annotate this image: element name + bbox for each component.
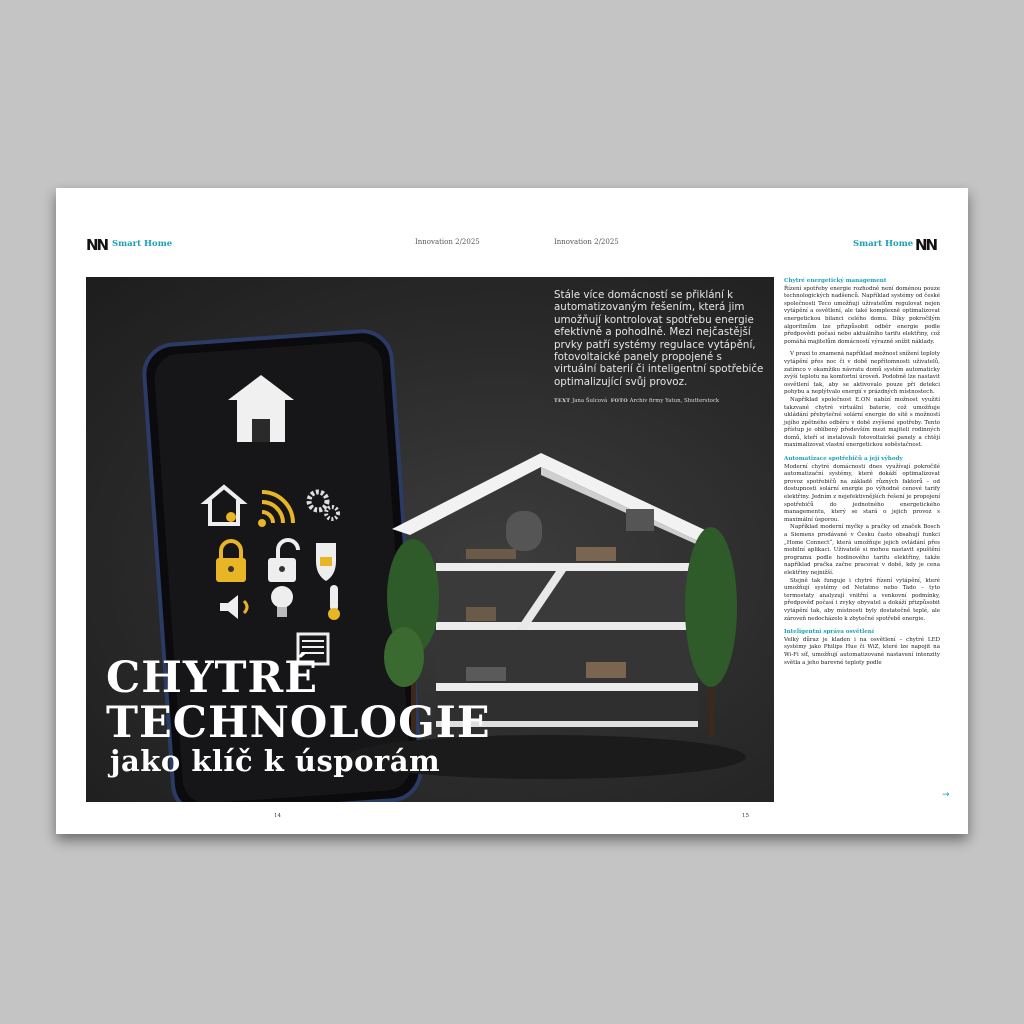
magazine-spread <box>56 188 968 834</box>
paragraph: Například moderní myčky a pračky od značek Bosch a Siemens prodávané v Česku často obsahují funkci „Home Connect“, která umožňuje jejich ovládání přes mobilní aplikaci. Uživatelé si mohou nastavit spuštění programu podle hodinového tarifu elektřiny, takže například pračka začne pracovat v době, kdy je cena elektřiny nejnižší. <box>784 524 940 576</box>
credit-text-label: TEXT <box>554 398 571 404</box>
credit-photo-source: Archiv firmy Yatun, Shutterstock <box>629 398 720 404</box>
paragraph: V praxi to znamená například možnost snížení teploty vytápění přes noc či v době nepřítomnosti uživatelů, zatímco v okamžiku návratu domů systém automaticky zvýší teplotu na komfortní úroveň. Podobně lze nastavit osvětlení tak, aby se aktivovalo pouze při detekci pohybu a neplýtvalo energií v prázdných místnostech. <box>784 351 940 396</box>
heading-appliance-automation: Automatizace spotřebičů a její výhody <box>784 456 903 463</box>
section-label-left: Smart Home <box>112 239 173 249</box>
logo-left: NN <box>86 236 108 254</box>
section-label-right: Smart Home <box>853 239 914 249</box>
page-number-left: 14 <box>274 813 281 819</box>
credit-author: Jana Šulcová <box>572 398 608 404</box>
hero-photo <box>86 277 774 802</box>
credit-photo-label: FOTO <box>610 398 628 404</box>
paragraph: Moderní chytré domácnosti dnes využívají pokročilé automatizační systémy, které dokáží optimalizovat provoz spotřebičů na základě různých faktorů – od dostupnosti solární energie po výhodné cenové tarify elektřiny. Jedním z nejefektivnějších řešení je propojení spotřebičů do jednotného energetického managementu, který se stará o jejich provoz s maximální úsporou. <box>784 463 940 523</box>
title-line-1: CHYTRÉ <box>106 653 319 703</box>
lead-paragraph: Stále více domácností se přiklání k automatizovaným řešením, která jim umožňují kontrolovat spotřebu energie efektivně a pohodlně. Mezi nejčastější prvky patří systémy regulace vytápění, fotovoltaické panely propojené s virtuální baterií či inteligentní spotřebiče optimalizující svůj provoz. <box>554 289 764 388</box>
paragraph: Velký důraz je kladen i na osvětlení – chytré LED systémy jako Philips Hue či WiZ, které lze napojit na Wi-Fi síť, umožňují automatizované nastavení intenzity světla a jeho barevné teploty podle <box>784 636 940 666</box>
paragraph: Stejně tak funguje i chytré řízení vytápění, které umožňují systémy od Netatmo nebo Tado – tyto termostaty analyzují vnitřní a venkovní podmínky, předpověď počasí i zvyky obyvatel a dokáží přizpůsobit vytápění tak, aby místnosti byly dostatečně teplé, ale zároveň nedocházelo k zbytečné spotřebě energie. <box>784 577 940 622</box>
logo-right: NN <box>915 236 937 254</box>
issue-label-left: Innovation 2/2025 <box>415 238 480 246</box>
title-line-2: TECHNOLOGIE <box>106 698 491 748</box>
subtitle: jako klíč k úsporám <box>110 744 441 778</box>
body-column <box>784 278 940 672</box>
heading-lighting: Inteligentní správa osvětlení <box>784 629 874 636</box>
heading-energy-management: Chytré energetický management <box>784 278 887 284</box>
issue-label-right: Innovation 2/2025 <box>554 238 619 246</box>
continue-arrow-icon: → <box>942 790 950 800</box>
paragraph: Například společnost E.ON nabízí možnost využití takzvané chytré virtuální baterie, což umožňuje ukládání přebytečné solární energie do sítě s možností jejího zpětného odběru v době zvýšené spotřeby. Tento přístup je oblíbený především mezi majiteli rodinných domů, kteří si instalovali fotovoltaické panely a chtějí maximalizovat vlastní energetickou soběstačnost. <box>784 396 940 449</box>
paragraph: Řízení spotřeby energie rozhodně není doménou pouze technologických nadšenců. Například systémy od české společnosti Teco umožňují uživatelům regulovat nejen vytápění a osvětlení, ale také komplexně optimalizovat energetickou bilanci celého domu. Díky pokročilým algoritmům lze přizpůsobit odběr energie podle předpovědi počasí nebo aktuálního tarifu elektřiny, což pomáhá majitelům domácností výrazně snížit náklady. <box>784 285 940 345</box>
page-number-right: 15 <box>742 813 749 819</box>
photo-credit <box>554 398 719 404</box>
